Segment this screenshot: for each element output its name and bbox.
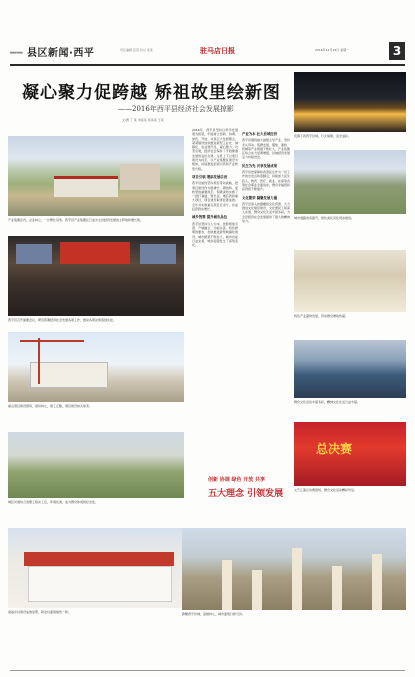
page-number: 3 [389,42,405,60]
column-1-paragraph-1: 2016年，西平县坚持以科学发展观为统领，牢固树立创新、协调、绿色、开放、共享五大发展理念，紧紧围绕加快推进新型工业化、城镇化、农业现代化，凝心聚力，攻坚克难，经济社会保持了平稳健康发展的良好态势。全县上下以项目建设为抓手，以产业集聚区建设为载体，持续推进招商引资和产业转型升级。 [192,128,238,171]
byline: 文/图 丁 某 刘某某 杨某某 王某 [122,118,164,122]
column-1-paragraph-3: 西平县坚持以人为本，按照规划引领、产城融合、功能完善、特色鲜明的要求，加快推进新型城镇化建设，城市框架不断拉大，城市功能日益完善，城乡面貌发生了深刻变化。 [192,221,238,248]
caption-11: 俯瞰西平县城，高楼林立，城市面貌日新月异。 [182,612,246,616]
photo-night-city [294,72,406,132]
paper-logo: 驻马店日报 [200,46,235,55]
column-1-paragraph-2: 西平县始终坚持项目带动战略，把项目建设作为稳增长、调结构、促转型的重要抓手，积极谋划实施了一批打基础、管长远、增后劲的重大项目，项目建设取得显著成效。全年共实施重点项目百余个，完成投资稳步增长。 [192,181,238,212]
photo-construction [8,332,184,402]
photo-road [294,150,406,214]
article-column-1 [192,128,238,522]
photo-industry [294,250,406,312]
caption-2: 西平县召开重要会议，研究部署经济社会发展各项工作，推动各项决策落到实处。 [8,318,117,322]
date-line: 2016年12月19日 星期一 [315,48,350,52]
column-1-subheading-1: 项目引领 增添发展后劲 [192,174,228,179]
contest-banner: 总决赛 [316,442,353,456]
headline: 凝心聚力促跨越 矫祖故里绘新图 [22,83,281,103]
photo-city-aerial [182,528,406,610]
caption-6: 夜幕下的西平县城，灯火璀璨，流光溢彩。 [294,134,352,138]
section-label: 县区新闻·西平 [27,48,95,59]
editor-line: 责任编辑 张某 校对 某某 [120,48,153,52]
column-2-subheading-2: 民生为先 共享发展成果 [242,163,278,168]
footer-rule [10,670,405,671]
column-2-paragraph-2: 西平县把保障和改善民生作为一切工作的出发点和落脚点，持续加大民生投入，教育、医疗、就业、社保等各项社会事业全面进步，群众幸福感和获得感不断提升。 [242,170,290,192]
photo-culture [294,340,406,398]
caption-5: 美丽乡村建设成效显著，新农村面貌焕然一新。 [8,610,72,614]
caption-8: 特色产业蓬勃发展，带动群众增收致富。 [294,314,349,318]
column-1-subheading-2: 城乡统筹 提升城市品位 [192,215,228,220]
photo-final-contest [294,422,406,486]
section-title: ━━ 县区新闻·西平 [10,48,95,59]
column-2-subheading-1: 产业为本 壮大县域经济 [242,132,278,136]
caption-1: 产业集聚区内，企业林立，一片繁忙景象。西平县产业集聚区已成为全县经济发展的主阵地和增长极。 [8,218,144,222]
caption-4: 城区河道综合治理工程完工后，环境优美，成为群众休闲的好去处。 [8,500,99,504]
caption-9: 群众文化活动丰富多彩，精神文化生活日益丰富。 [294,400,361,404]
slogan-line-1: 创新 协调 绿色 开放 共享 [208,477,265,483]
photo-industrial-park [8,136,184,216]
caption-7: 城市道路改造提升，绿化美化亮化同步推进。 [294,216,355,220]
column-2-paragraph-1: 西平县围绕做大做强主导产业，坚持龙头带动、集群发展，服装、畜牧、机械等产业规模不断壮大，产业集聚区综合实力显著增强，县域经济发展活力持续迸发。 [242,138,290,160]
column-2-paragraph-3: 西平县深入挖掘嫘祖文化资源，大力推进文化强县建设，文化惠民工程深入实施，群众文化生活丰富多彩，为全县经济社会发展提供了强大的精神动力。 [242,201,290,224]
masthead [10,44,405,66]
caption-10: 文艺汇演总决赛现场，群众文化活动精彩纷呈。 [294,488,358,492]
slogan-line-2: 五大理念 引领发展 [208,489,284,499]
column-2-subheading-3: 文化繁荣 凝聚发展力量 [242,195,278,200]
photo-meeting [8,236,184,316]
subheadline: ——2016年西平县经济社会发展掠影 [118,105,234,113]
article-column-2 [242,128,290,522]
photo-river [8,432,184,498]
photo-village [8,528,184,608]
caption-3: 重点项目建设现场，塔吊林立，施工正酣，项目建设如火如荼。 [8,404,93,408]
